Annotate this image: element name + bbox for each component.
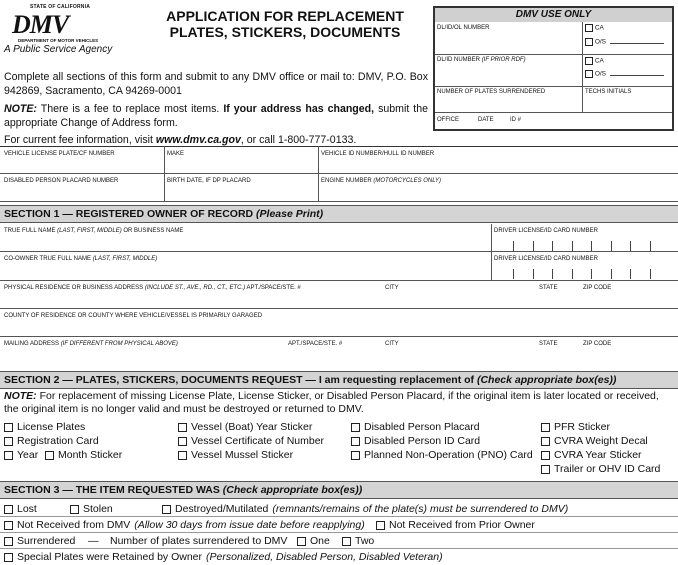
dmv-dl-prior-label: DL/ID NUMBER (IF PRIOR RDF) bbox=[437, 57, 526, 63]
coowner-name-label: CO-OWNER TRUE FULL NAME (LAST, FIRST, MIDDLE) bbox=[4, 256, 158, 262]
dmv-use-only-title: DMV USE ONLY bbox=[435, 8, 672, 22]
logo-state-text: STATE OF CALIFORNIA bbox=[30, 4, 90, 10]
dmv-dl-label: DL/ID/OL NUMBER bbox=[437, 25, 490, 31]
lost-checkbox[interactable] bbox=[4, 505, 13, 514]
intro-note bbox=[4, 102, 428, 130]
mailing-address-label: MAILING ADDRESS (IF DIFFERENT FROM PHYSICAL ABOVE) bbox=[4, 341, 178, 347]
month-sticker-checkbox[interactable] bbox=[45, 451, 54, 460]
dl-digit-divider bbox=[591, 241, 592, 251]
dmv-prior-os-label: O/S bbox=[594, 70, 607, 78]
section2-header: SECTION 2 — PLATES, STICKERS, DOCUMENTS REQUEST — I am requesting replacement of (Check appropriate box(es)) bbox=[0, 371, 678, 389]
year-checkbox[interactable] bbox=[4, 451, 13, 460]
intro-note-label: NOTE: bbox=[4, 103, 37, 115]
logo-dmv-mark: DMV bbox=[12, 10, 69, 39]
registration-card-checkbox[interactable] bbox=[4, 437, 13, 446]
coowner-dl-label: DRIVER LICENSE/ID CARD NUMBER bbox=[494, 256, 599, 262]
mailing-zip-label: ZIP CODE bbox=[583, 341, 612, 347]
mailing-state-label: STATE bbox=[539, 341, 558, 347]
dp-placard-option[interactable]: Disabled Person Placard bbox=[351, 421, 480, 433]
vessel-mussel-checkbox[interactable] bbox=[178, 451, 187, 460]
title-line2: PLATES, STICKERS, DOCUMENTS bbox=[169, 24, 401, 40]
lost-option[interactable]: Lost bbox=[4, 503, 37, 515]
license-plates-option[interactable]: License Plates bbox=[4, 421, 85, 433]
cvra-weight-option[interactable]: CVRA Weight Decal bbox=[541, 435, 648, 447]
license-plates-checkbox[interactable] bbox=[4, 423, 13, 432]
county-label: COUNTY OF RESIDENCE OR COUNTY WHERE VEHICLE/VESSEL IS PRIMARILY GARAGED bbox=[4, 313, 263, 319]
owner-name-label: TRUE FULL NAME (LAST, FIRST, MIDDLE) OR BUSINESS NAME bbox=[4, 228, 184, 234]
two-plates-option[interactable]: Two bbox=[342, 535, 374, 547]
section3-header: SECTION 3 — THE ITEM REQUESTED WAS (Check appropriate box(es)) bbox=[0, 481, 678, 499]
dl-digit-divider bbox=[591, 269, 592, 279]
dl-digit-divider bbox=[650, 269, 651, 279]
physical-address-label: PHYSICAL RESIDENCE OR BUSINESS ADDRESS (INCLUDE ST., AVE., RD., CT., ETC.) APT./SPACE/STE. # bbox=[4, 285, 301, 291]
cvra-year-option[interactable]: CVRA Year Sticker bbox=[541, 449, 642, 461]
dp-placard-checkbox[interactable] bbox=[351, 423, 360, 432]
dl-digit-divider bbox=[533, 241, 534, 251]
dl-digit-divider bbox=[611, 241, 612, 251]
logo-dept-text: DEPARTMENT OF MOTOR VEHICLES bbox=[18, 38, 99, 43]
dmv-prior-ca-checkbox[interactable] bbox=[585, 57, 593, 65]
dl-digit-divider bbox=[650, 241, 651, 251]
mailing-apt-label: APT./SPACE/STE. # bbox=[288, 341, 343, 347]
dl-digit-divider bbox=[513, 269, 514, 279]
fee-suffix: , or call 1-800-777-0133. bbox=[240, 134, 357, 146]
stolen-option[interactable]: Stolen bbox=[70, 503, 113, 515]
dmv-dl-ca-label: CA bbox=[594, 24, 604, 32]
not-received-owner-checkbox[interactable] bbox=[376, 521, 385, 530]
dmv-dl-ca-checkbox[interactable] bbox=[585, 24, 593, 32]
date-label: DATE bbox=[478, 117, 494, 123]
id-label: ID # bbox=[510, 117, 522, 123]
surrender-dash: — bbox=[88, 535, 99, 547]
office-label: OFFICE bbox=[437, 117, 459, 123]
trailer-ohv-checkbox[interactable] bbox=[541, 465, 550, 474]
cvra-weight-checkbox[interactable] bbox=[541, 437, 550, 446]
dmv-dl-os-option[interactable] bbox=[585, 38, 670, 46]
dp-id-card-option[interactable]: Disabled Person ID Card bbox=[351, 435, 480, 447]
dl-digit-divider bbox=[552, 269, 553, 279]
dmv-dl-os-checkbox[interactable] bbox=[585, 38, 593, 46]
dmv-dl-ca-option[interactable] bbox=[585, 24, 604, 32]
intro-note-tail: submit the appropriate Change of Address form. bbox=[4, 103, 428, 129]
intro-note-text: There is a fee to replace most items. bbox=[36, 103, 224, 115]
not-received-dmv-option[interactable]: Not Received from DMV (Allow 30 days from issue date before reapplying) bbox=[4, 519, 365, 531]
techs-initials-label: TECHS INITIALS bbox=[585, 89, 632, 95]
stolen-checkbox[interactable] bbox=[70, 505, 79, 514]
section2-note: NOTE: For replacement of missing License Plate, License Sticker, or Disabled Person Placard, if the original item is later located or received, the original item is no longer valid and must be destroyed or returned to DMV. bbox=[4, 390, 659, 415]
dl-digit-divider bbox=[611, 269, 612, 279]
one-plate-checkbox[interactable] bbox=[297, 537, 306, 546]
intro-complete: Complete all sections of this form and submit to any DMV office or mail to: DMV, P.O. Box 942869, Sacramento, CA 94269-0001 bbox=[4, 71, 428, 97]
dmv-prior-ca-label: CA bbox=[594, 57, 604, 65]
engine-number-label: ENGINE NUMBER (MOTORCYCLES ONLY) bbox=[321, 178, 442, 184]
owner-dl-label: DRIVER LICENSE/ID CARD NUMBER bbox=[494, 228, 599, 234]
dl-digit-divider bbox=[572, 269, 573, 279]
vessel-year-option[interactable]: Vessel (Boat) Year Sticker bbox=[178, 421, 312, 433]
special-plates-option[interactable]: Special Plates were Retained by Owner (Personalized, Disabled Person, Disabled Veteran) bbox=[4, 551, 443, 563]
registration-card-option[interactable]: Registration Card bbox=[4, 435, 99, 447]
pno-card-option[interactable]: Planned Non-Operation (PNO) Card bbox=[351, 449, 533, 461]
plate-number-label: VEHICLE LICENSE PLATE/CF NUMBER bbox=[4, 151, 115, 157]
trailer-ohv-option[interactable]: Trailer or OHV ID Card bbox=[541, 463, 660, 475]
pfr-sticker-option[interactable]: PFR Sticker bbox=[541, 421, 610, 433]
plates-surrendered-label: NUMBER OF PLATES SURRENDERED bbox=[437, 89, 546, 95]
form-title bbox=[140, 8, 430, 40]
special-plates-checkbox[interactable] bbox=[4, 553, 13, 562]
surrendered-checkbox[interactable] bbox=[4, 537, 13, 546]
zip-label: ZIP CODE bbox=[583, 285, 612, 291]
city-label: CITY bbox=[385, 285, 399, 291]
title-line1: APPLICATION FOR REPLACEMENT bbox=[166, 8, 404, 24]
vessel-cert-checkbox[interactable] bbox=[178, 437, 187, 446]
fee-url-link[interactable]: www.dmv.ca.gov bbox=[155, 134, 241, 146]
dl-digit-divider bbox=[513, 241, 514, 251]
dmv-dl-os-label: O/S bbox=[594, 38, 607, 46]
not-received-owner-option[interactable]: Not Received from Prior Owner bbox=[376, 519, 535, 531]
two-plates-checkbox[interactable] bbox=[342, 537, 351, 546]
section1-header: SECTION 1 — REGISTERED OWNER OF RECORD (Please Print) bbox=[0, 205, 678, 223]
intro-fee bbox=[4, 133, 428, 147]
dl-digit-divider bbox=[533, 269, 534, 279]
dmv-prior-os-option[interactable] bbox=[585, 70, 670, 78]
dl-digit-divider bbox=[630, 241, 631, 251]
cvra-year-checkbox[interactable] bbox=[541, 451, 550, 460]
dl-digit-divider bbox=[572, 241, 573, 251]
intro-note-bold: If your address has changed, bbox=[223, 103, 375, 115]
dl-digit-divider bbox=[552, 241, 553, 251]
agency-tagline: A Public Service Agency bbox=[4, 44, 113, 55]
destroyed-option[interactable]: Destroyed/Mutilated (remnants/remains of the plate(s) must be surrendered to DMV) bbox=[162, 503, 568, 515]
vessel-cert-option[interactable]: Vessel Certificate of Number bbox=[178, 435, 324, 447]
pfr-sticker-checkbox[interactable] bbox=[541, 423, 550, 432]
make-label: MAKE bbox=[167, 151, 185, 157]
dmv-prior-os-checkbox[interactable] bbox=[585, 70, 593, 78]
birth-date-label: BIRTH DATE, IF DP PLACARD bbox=[167, 178, 251, 184]
dl-digit-divider bbox=[630, 269, 631, 279]
destroyed-checkbox[interactable] bbox=[162, 505, 171, 514]
year-option[interactable]: Year bbox=[4, 449, 38, 461]
intro-text bbox=[4, 70, 428, 147]
vessel-year-checkbox[interactable] bbox=[178, 423, 187, 432]
dmv-prior-ca-option[interactable] bbox=[585, 57, 604, 65]
vessel-mussel-option[interactable]: Vessel Mussel Sticker bbox=[178, 449, 293, 461]
mailing-city-label: CITY bbox=[385, 341, 399, 347]
placard-number-label: DISABLED PERSON PLACARD NUMBER bbox=[4, 178, 119, 184]
surrendered-option[interactable]: Surrendered bbox=[4, 535, 75, 547]
one-plate-option[interactable]: One bbox=[297, 535, 330, 547]
dmv-use-only-box bbox=[433, 6, 674, 131]
month-sticker-option[interactable]: Month Sticker bbox=[45, 449, 122, 461]
not-received-dmv-checkbox[interactable] bbox=[4, 521, 13, 530]
pno-card-checkbox[interactable] bbox=[351, 451, 360, 460]
vin-label: VEHICLE ID NUMBER/HULL ID NUMBER bbox=[321, 151, 435, 157]
fee-prefix: For current fee information, visit bbox=[4, 134, 156, 146]
num-plates-label: Number of plates surrendered to DMV bbox=[110, 535, 288, 547]
state-label: STATE bbox=[539, 285, 558, 291]
dp-id-card-checkbox[interactable] bbox=[351, 437, 360, 446]
